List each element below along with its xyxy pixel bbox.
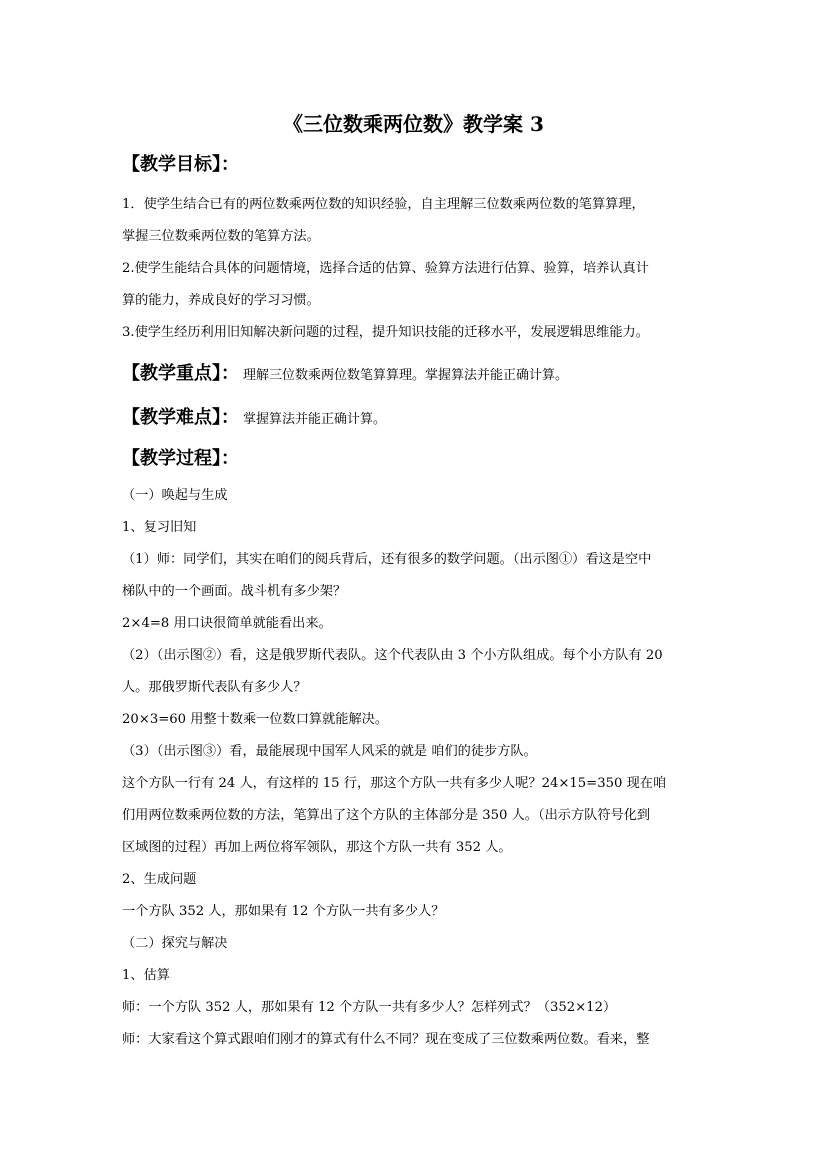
goals-line: 2.使学生能结合具体的问题情境，选择合适的估算、验算方法进行估算、验算，培养认真计 bbox=[122, 261, 649, 276]
difficulties-heading bbox=[122, 405, 386, 433]
process-line: 20×3=60 用整十数乘一位数口算就能解决。 bbox=[122, 712, 389, 727]
process-line: （二）探究与解决 bbox=[122, 936, 228, 951]
process-line: 一个方队 352 人，那如果有 12 个方队一共有多少人？ bbox=[122, 904, 445, 919]
process-line: 这个方队一行有 24 人，有这样的 15 行，那这个方队一共有多少人呢？24×15=350 现在咱 bbox=[122, 776, 667, 791]
process-line: 区域图的过程）再加上两位将军领队，那这个方队一共有 352 人。 bbox=[122, 840, 512, 855]
document-title: 《三位数乘两位数》教学案 3 bbox=[283, 112, 544, 136]
goals-line: 3.使学生经历利用旧知解决新问题的过程，提升知识技能的迁移水平，发展逻辑思维能力。 bbox=[122, 325, 649, 340]
process-line: 师：大家看这个算式跟咱们刚才的算式有什么不同？现在变成了三位数乘两位数。看来，整 bbox=[122, 1032, 650, 1047]
difficulties-text: 掌握算法并能正确计算。 bbox=[243, 412, 387, 427]
process-line: （2）（出示图②）看，这是俄罗斯代表队。这个代表队由 3 个小方队组成。每个小方队有 20 bbox=[122, 648, 663, 663]
process-line: 2、生成问题 bbox=[122, 872, 197, 887]
goals-line: 1．使学生结合已有的两位数乘两位数的知识经验，自主理解三位数乘两位数的笔算算理， bbox=[122, 197, 645, 212]
difficulties-label: 【教学难点】： bbox=[122, 407, 239, 428]
process-line: 梯队中的一个画面。战斗机有多少架？ bbox=[122, 584, 347, 599]
key-points-label: 【教学重点】： bbox=[122, 363, 239, 384]
process-line: 2×4=8 用口诀很简单就能看出来。 bbox=[122, 616, 332, 631]
process-line: （一）唤起与生成 bbox=[122, 488, 228, 503]
process-line: （3）（出示图③）看，最能展现中国军人风采的就是 咱们的徒步方队。 bbox=[122, 744, 537, 759]
process-line: 1、估算 bbox=[122, 968, 170, 983]
process-line: 1、复习旧知 bbox=[122, 520, 197, 535]
key-points-heading bbox=[122, 361, 568, 389]
process-line: 人。那俄罗斯代表队有多少人？ bbox=[122, 680, 307, 695]
goals-heading: 【教学目标】： bbox=[122, 154, 239, 175]
goals-line: 算的能力，养成良好的学习习惯。 bbox=[122, 293, 320, 308]
key-points-text: 理解三位数乘两位数笔算算理。掌握算法并能正确计算。 bbox=[243, 368, 569, 383]
process-line: （1）师：同学们，其实在咱们的阅兵背后，还有很多的数学问题。（出示图①）看这是空中 bbox=[122, 552, 652, 567]
process-line: 师：一个方队 352 人，那如果有 12 个方队一共有多少人？怎样列式？（352×12） bbox=[122, 1000, 617, 1015]
goals-line: 掌握三位数乘两位数的笔算方法。 bbox=[122, 229, 320, 244]
process-line: 们用两位数乘两位数的方法，笔算出了这个方队的主体部分是 350 人。（出示方队符号化到 bbox=[122, 808, 651, 823]
process-heading: 【教学过程】： bbox=[122, 448, 239, 469]
